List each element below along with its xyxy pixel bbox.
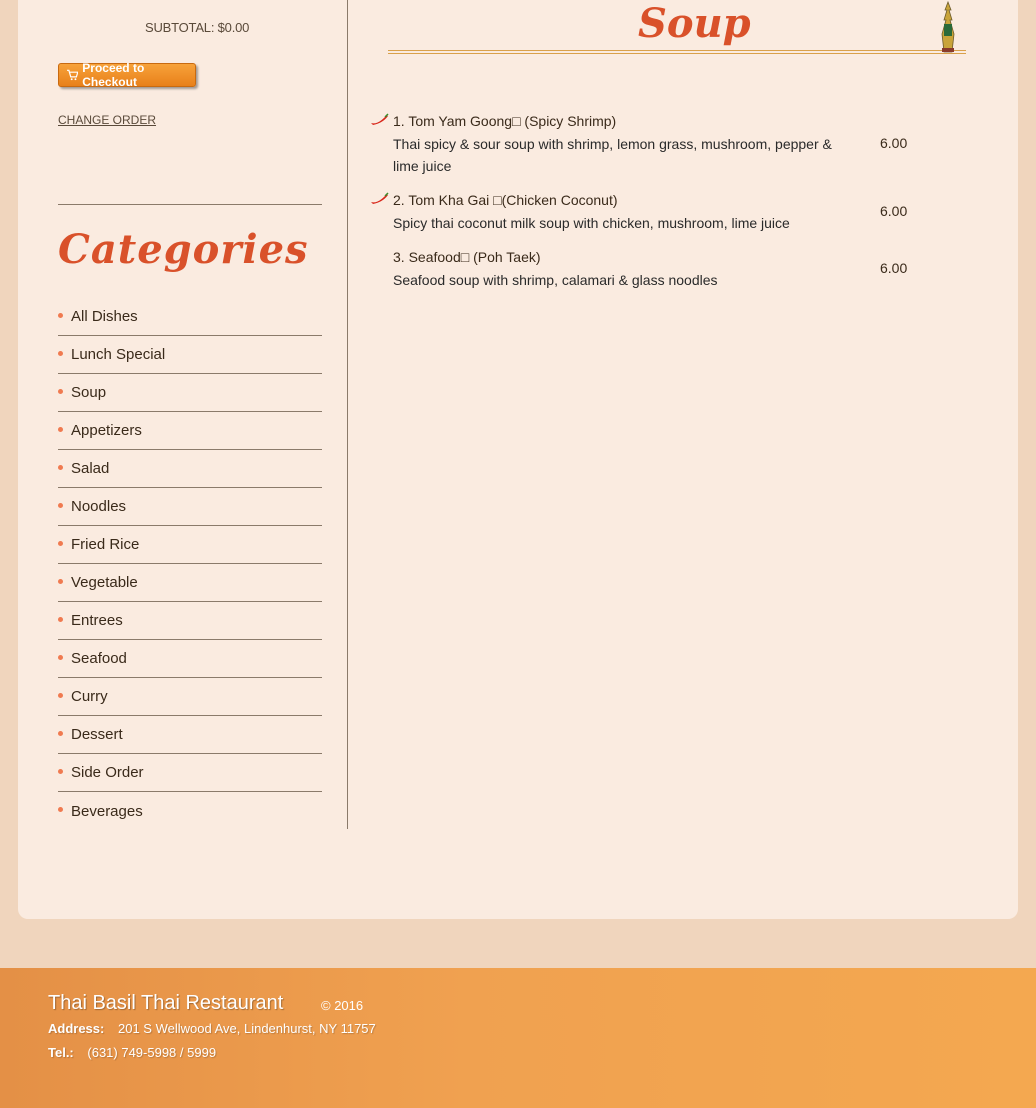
category-label: Noodles bbox=[71, 498, 127, 515]
dish-name: 1. Tom Yam Goong□ (Spicy Shrimp) bbox=[393, 113, 617, 129]
address-line bbox=[48, 1021, 376, 1036]
footer bbox=[0, 968, 1036, 1108]
categories-title: Categories bbox=[58, 226, 309, 273]
dish-price: 6.00 bbox=[880, 260, 908, 276]
dish-price: 6.00 bbox=[880, 135, 908, 151]
category-item-entrees[interactable] bbox=[58, 602, 322, 640]
category-label: Dessert bbox=[71, 726, 123, 743]
category-label: Beverages bbox=[71, 802, 143, 820]
bullet-icon bbox=[58, 541, 63, 546]
dish-item[interactable] bbox=[393, 192, 953, 234]
dish-description: Spicy thai coconut milk soup with chicken, mushroom, lime juice bbox=[393, 215, 790, 231]
bullet-icon bbox=[58, 427, 63, 432]
change-order-link[interactable]: CHANGE ORDER bbox=[58, 113, 157, 127]
bullet-icon bbox=[58, 655, 63, 660]
main-panel bbox=[18, 0, 1018, 919]
tel-line bbox=[48, 1045, 216, 1060]
bullet-icon bbox=[58, 579, 63, 584]
checkout-label: Proceed to Checkout bbox=[82, 61, 145, 89]
dish-description: Thai spicy & sour soup with shrimp, lemon grass, mushroom, pepper & lime juice bbox=[393, 136, 832, 174]
category-label: Salad bbox=[71, 460, 110, 477]
bullet-icon bbox=[58, 617, 63, 622]
bullet-icon bbox=[58, 465, 63, 470]
chili-icon bbox=[369, 113, 389, 127]
restaurant-name: Thai Basil Thai Restaurant bbox=[48, 992, 284, 1014]
category-item-vegetable[interactable] bbox=[58, 564, 322, 602]
category-item-all-dishes[interactable] bbox=[58, 298, 322, 336]
category-item-lunch-special[interactable] bbox=[58, 336, 322, 374]
address-label: Address: bbox=[48, 1021, 105, 1036]
category-label: Fried Rice bbox=[71, 536, 140, 553]
bullet-icon bbox=[58, 731, 63, 736]
category-item-fried-rice[interactable] bbox=[58, 526, 322, 564]
bullet-icon bbox=[58, 313, 63, 318]
section-title: Soup bbox=[638, 0, 751, 47]
dish-name: 3. Seafood□ (Poh Taek) bbox=[393, 249, 541, 265]
category-label: Seafood bbox=[71, 650, 127, 667]
dish-name: 2. Tom Kha Gai □(Chicken Coconut) bbox=[393, 192, 618, 208]
cart-icon bbox=[67, 69, 78, 81]
bullet-icon bbox=[58, 351, 63, 356]
category-label: Entrees bbox=[71, 612, 123, 629]
category-list bbox=[58, 298, 322, 830]
proceed-to-checkout-button[interactable] bbox=[58, 63, 196, 87]
category-label: Side Order bbox=[71, 764, 144, 781]
category-item-side-order[interactable] bbox=[58, 754, 322, 792]
cart-subtotal: SUBTOTAL: $0.00 bbox=[145, 20, 250, 35]
bullet-icon bbox=[58, 503, 63, 508]
tel-value: (631) 749-5998 / 5999 bbox=[87, 1045, 217, 1060]
category-item-dessert[interactable] bbox=[58, 716, 322, 754]
category-label: Vegetable bbox=[71, 574, 138, 591]
category-item-noodles[interactable] bbox=[58, 488, 322, 526]
dish-item[interactable] bbox=[393, 113, 953, 177]
bullet-icon bbox=[58, 389, 63, 394]
sidebar bbox=[18, 0, 348, 829]
chili-icon bbox=[369, 192, 389, 206]
category-label: Appetizers bbox=[71, 422, 142, 439]
category-item-seafood[interactable] bbox=[58, 640, 322, 678]
category-label: All Dishes bbox=[71, 308, 138, 325]
dish-item[interactable] bbox=[393, 249, 953, 291]
address-value: 201 S Wellwood Ave, Lindenhurst, NY 11757 bbox=[117, 1021, 376, 1036]
title-underline bbox=[388, 50, 966, 54]
tel-label: Tel.: bbox=[48, 1045, 74, 1060]
dish-description: Seafood soup with shrimp, calamari & glass noodles bbox=[393, 272, 718, 288]
category-item-soup[interactable] bbox=[58, 374, 322, 412]
bullet-icon bbox=[58, 807, 63, 812]
category-item-curry[interactable] bbox=[58, 678, 322, 716]
dish-price: 6.00 bbox=[880, 203, 908, 219]
divider bbox=[58, 204, 322, 205]
category-label: Lunch Special bbox=[71, 346, 166, 363]
category-label: Curry bbox=[71, 688, 108, 705]
menu-content bbox=[348, 0, 1018, 829]
category-item-appetizers[interactable] bbox=[58, 412, 322, 450]
category-item-beverages[interactable] bbox=[58, 792, 322, 830]
statue-icon bbox=[928, 0, 968, 54]
bullet-icon bbox=[58, 769, 63, 774]
category-label: Soup bbox=[71, 384, 107, 401]
category-item-salad[interactable] bbox=[58, 450, 322, 488]
copyright: © 2016 bbox=[321, 998, 364, 1013]
bullet-icon bbox=[58, 693, 63, 698]
